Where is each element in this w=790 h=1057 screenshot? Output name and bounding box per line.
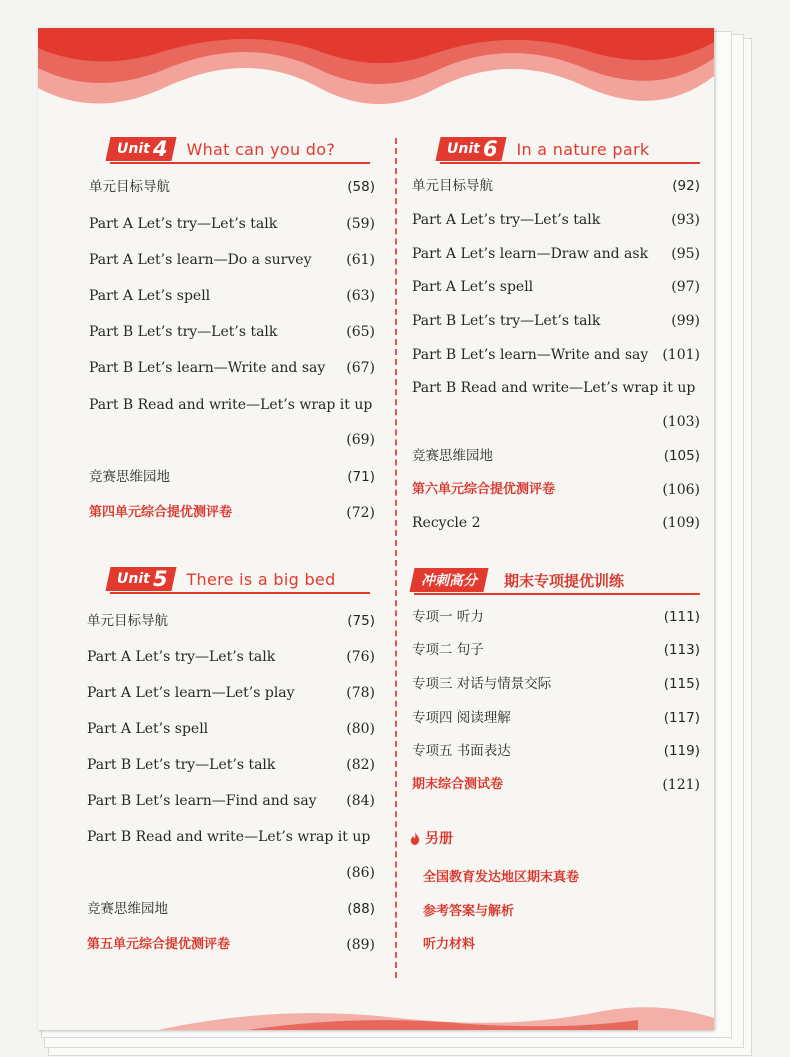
unit-number: 4 (152, 137, 168, 161)
unit-word: Unit (447, 141, 480, 157)
entry-page: (65) (346, 324, 375, 340)
entry-title: 竞赛思维园地 (87, 901, 168, 917)
entry-title: Part B Let’s learn—Write and say (89, 360, 326, 376)
toc-entry-continuation[interactable] (87, 862, 375, 884)
toc-entry-test[interactable] (87, 934, 375, 956)
entry-title: 专项四 阅读理解 (412, 710, 511, 726)
toc-entry-test[interactable] (89, 502, 375, 524)
entry-title: Part A Let’s spell (412, 279, 534, 295)
entry-title: Part B Read and write—Let’s wrap it up (87, 829, 371, 845)
entry-page: (99) (671, 313, 700, 329)
toc-entry[interactable] (412, 209, 700, 231)
entry-title: 竞赛思维园地 (89, 469, 170, 485)
entry-page: (121) (662, 777, 700, 793)
entry-page: (76) (346, 649, 375, 665)
toc-entry[interactable] (87, 646, 375, 668)
supplement-item[interactable]: 参考答案与解析 (423, 904, 515, 919)
entry-title: Recycle 2 (412, 515, 481, 531)
entry-title: 第五单元综合提优测评卷 (87, 937, 231, 952)
entry-title: Part A Let’s learn—Do a survey (89, 252, 312, 268)
toc-entry[interactable] (412, 276, 700, 298)
unit-title: What can you do? (186, 139, 336, 159)
entry-title: 期末综合测试卷 (412, 777, 504, 792)
toc-entry-continuation[interactable] (89, 429, 375, 451)
toc-entry[interactable] (89, 249, 375, 271)
entry-page: (106) (662, 482, 700, 498)
entry-page: (115) (663, 676, 700, 692)
entry-title: Part B Let’s try—Let’s talk (89, 324, 278, 340)
unit-badge (435, 137, 507, 161)
entry-title: Part A Let’s learn—Let’s play (87, 685, 295, 701)
entry-page: (80) (346, 721, 375, 737)
unit-4-banner (108, 134, 370, 164)
entry-title: 第六单元综合提优测评卷 (412, 482, 556, 497)
sprint-badge-label: 冲刺高分 (421, 573, 477, 589)
entry-title: Part A Let’s spell (87, 721, 209, 737)
unit-word: Unit (117, 571, 150, 587)
entry-title: Part B Read and write—Let’s wrap it up (89, 397, 373, 413)
contents-page (38, 28, 714, 1030)
flame-icon (410, 832, 420, 845)
entry-title: Part B Read and write—Let’s wrap it up (412, 380, 696, 396)
toc-entry[interactable] (412, 377, 700, 399)
supplement-item[interactable]: 听力材料 (423, 937, 476, 952)
entry-page: (82) (346, 757, 375, 773)
supplement-heading (410, 828, 453, 848)
toc-entry[interactable] (89, 394, 375, 416)
unit-5-banner (108, 564, 370, 594)
banner-underline (110, 162, 370, 164)
entry-title: 单元目标导航 (87, 613, 168, 629)
entry-page: (105) (663, 448, 700, 464)
unit-title: In a nature park (516, 139, 650, 159)
entry-title: 第四单元综合提优测评卷 (89, 505, 233, 520)
entry-page: (103) (662, 414, 700, 430)
entry-page: (95) (671, 246, 700, 262)
supplement-item[interactable]: 全国教育发达地区期末真卷 (423, 870, 580, 885)
unit-word: Unit (117, 141, 150, 157)
banner-underline (110, 592, 370, 594)
banner-underline (414, 593, 700, 595)
sprint-badge (409, 568, 488, 592)
toc-entry[interactable] (87, 826, 375, 848)
entry-title: 竞赛思维园地 (412, 448, 493, 464)
entry-page: (78) (346, 685, 375, 701)
entry-title: Part B Let’s try—Let’s talk (87, 757, 276, 773)
entry-title: 单元目标导航 (412, 178, 493, 194)
toc-entry[interactable] (87, 718, 375, 740)
unit-badge (105, 137, 177, 161)
toc-entry[interactable] (87, 754, 375, 776)
entry-page: (97) (671, 279, 700, 295)
entry-page: (61) (346, 252, 375, 268)
column-divider (395, 138, 397, 978)
entry-page: (86) (346, 865, 375, 881)
entry-page: (89) (346, 937, 375, 953)
unit-6-banner (438, 134, 700, 164)
toc-entry[interactable] (89, 285, 375, 307)
entry-title: Part B Let’s try—Let’s talk (412, 313, 601, 329)
entry-page: (75) (347, 613, 375, 629)
toc-entry[interactable] (412, 243, 700, 265)
toc-entry[interactable] (412, 344, 700, 366)
toc-entry[interactable] (412, 740, 700, 762)
entry-title: 单元目标导航 (89, 179, 170, 195)
entry-page: (84) (346, 793, 375, 809)
entry-title: 专项二 句子 (412, 642, 484, 658)
entry-page: (117) (663, 710, 700, 726)
entry-page: (113) (663, 642, 700, 658)
entry-title: Part B Let’s learn—Write and say (412, 347, 649, 363)
unit-number: 5 (152, 567, 168, 591)
entry-page: (71) (347, 469, 375, 485)
entry-page: (92) (672, 178, 700, 194)
entry-page: (109) (662, 515, 700, 531)
toc-entry[interactable] (89, 321, 375, 343)
entry-page: (88) (347, 901, 375, 917)
sprint-title: 期末专项提优训练 (504, 571, 625, 590)
entry-page: (93) (671, 212, 700, 228)
toc-entry[interactable] (412, 445, 700, 467)
toc-entry[interactable] (87, 898, 375, 920)
entry-title: 专项五 书面表达 (412, 743, 511, 759)
entry-title: Part A Let’s try—Let’s talk (412, 212, 601, 228)
entry-title: Part A Let’s learn—Draw and ask (412, 246, 649, 262)
entry-page: (111) (663, 609, 700, 625)
toc-entry[interactable] (87, 610, 375, 632)
unit-title: There is a big bed (186, 569, 336, 589)
toc-entry[interactable] (412, 707, 700, 729)
toc-entry[interactable] (89, 466, 375, 488)
entry-title: Part A Let’s try—Let’s talk (87, 649, 276, 665)
toc-entry[interactable] (89, 213, 375, 235)
entry-title: Part A Let’s try—Let’s talk (89, 216, 278, 232)
entry-page: (119) (663, 743, 700, 759)
unit-badge (105, 567, 177, 591)
sprint-banner (412, 565, 700, 595)
entry-title: 专项一 听力 (412, 609, 484, 625)
entry-page: (59) (346, 216, 375, 232)
toc-entry[interactable] (89, 176, 375, 198)
supplement-heading-label: 另册 (425, 831, 453, 847)
entry-title: Part A Let’s spell (89, 288, 211, 304)
entry-page: (63) (346, 288, 375, 304)
toc-entry[interactable] (87, 790, 375, 812)
toc-entry[interactable] (412, 175, 700, 197)
entry-title: Part B Let’s learn—Find and say (87, 793, 317, 809)
toc-entry[interactable] (412, 639, 700, 661)
entry-page: (72) (346, 505, 375, 521)
toc-entry[interactable] (87, 682, 375, 704)
banner-underline (440, 162, 700, 164)
unit-number: 6 (482, 137, 498, 161)
entry-page: (58) (347, 179, 375, 195)
toc-entry[interactable] (412, 673, 700, 695)
toc-entry[interactable] (89, 357, 375, 379)
toc-entry-test[interactable] (412, 479, 700, 501)
toc-entry[interactable] (412, 310, 700, 332)
toc-entry[interactable] (412, 606, 700, 628)
entry-page: (67) (346, 360, 375, 376)
toc-entry-test[interactable] (412, 774, 700, 796)
entry-page: (69) (346, 432, 375, 448)
toc-entry-continuation[interactable] (412, 411, 700, 433)
entry-title: 专项三 对话与情景交际 (412, 676, 552, 692)
toc-entry[interactable] (412, 512, 700, 534)
entry-page: (101) (662, 347, 700, 363)
